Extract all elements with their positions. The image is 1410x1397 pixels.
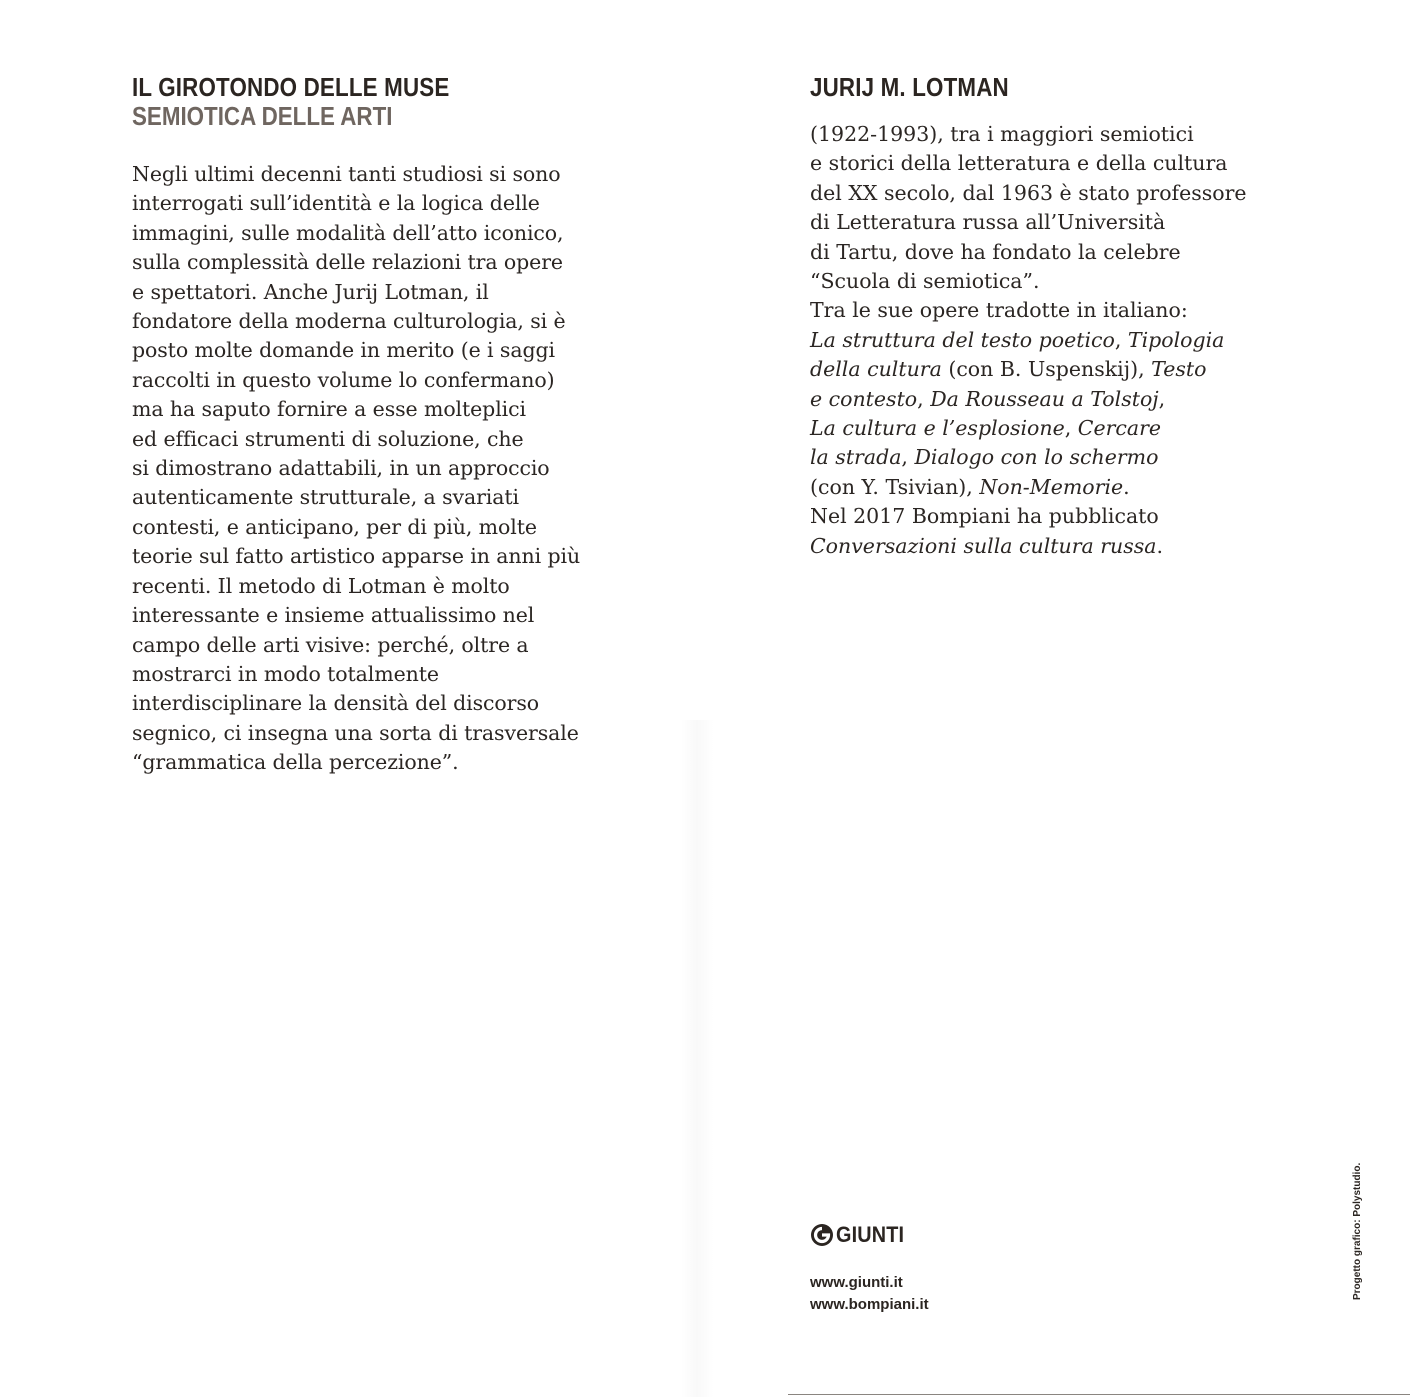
design-credit: Progetto grafico: Polystudio. [1352,1162,1363,1300]
work-title: Da Rousseau a Tolstoj [930,386,1159,411]
separator: . [1156,533,1164,558]
bio-line: Nel 2017 Bompiani ha pubblicato [810,504,1159,529]
bio-fragment: (con Y. Tsivian), [810,474,980,499]
bio-line: e storici della letteratura e della cultura [810,151,1228,176]
giunti-logo [810,1222,929,1248]
bio-line: (1922-1993), tra i maggiori semiotici [810,122,1194,146]
work-title: della cultura [810,357,942,382]
description-line: ma ha saputo fornire a esse molteplici [132,397,526,422]
description-line: interdisciplinare la densità del discorso [132,691,539,716]
separator: . [1123,474,1130,499]
publisher-block [810,1222,929,1316]
book-subtitle: SEMIOTICA DELLE ARTI [132,101,393,131]
description-line: Negli ultimi decenni tanti studiosi si sono [132,162,561,186]
bompiani-link[interactable]: www.bompiani.it [810,1296,929,1313]
fold-shadow [680,720,714,1397]
description-line: recenti. Il metodo di Lotman è molto [132,573,510,598]
description-line: mostrarci in modo totalmente [132,661,439,686]
description-line: si dimostrano adattabili, in un approccio [132,456,550,481]
description-line: interessante e insieme attualissimo nel [132,603,535,628]
bio-line [810,355,1290,384]
description-line: immagini, sulle modalità dell’atto iconico, [132,220,564,245]
work-title: Testo [1151,357,1207,382]
work-title: e contesto [810,386,918,411]
bio-line: del XX secolo, dal 1963 è stato professore [810,180,1247,205]
book-description [132,72,602,778]
bio-line: Tra le sue opere tradotte in italiano: [810,298,1188,323]
book-title: IL GIROTONDO DELLE MUSE [132,72,450,102]
bio-line [810,532,1290,561]
work-title: Tipologia [1127,327,1225,352]
bio-line: di Tartu, dove ha fondato la celebre [810,239,1181,264]
bottom-rule [788,1394,1410,1395]
work-title: Cercare [1077,416,1162,441]
separator: , [1064,416,1078,441]
bio-line [810,443,1290,472]
giunti-link[interactable]: www.giunti.it [810,1274,903,1291]
description-line: “grammatica della percezione”. [132,750,459,775]
work-title: La struttura del testo poetico [810,327,1115,352]
bio-line: “Scuola di semiotica”. [810,269,1040,294]
separator: , [1158,386,1166,411]
bio-fragment: (con B. Uspenskij), [941,357,1152,382]
bio-text [810,120,1290,561]
description-line: campo delle arti visive: perché, oltre a [132,632,529,657]
work-title: Non-Memorie [979,474,1124,499]
description-line: posto molte domande in merito (e i saggi [132,338,555,363]
publisher-links [810,1272,929,1316]
separator: , [901,445,915,470]
author-name: JURIJ M. LOTMAN [810,72,1009,102]
bio-line [810,385,1290,414]
separator: , [917,386,931,411]
description-line: ed efficaci strumenti di soluzione, che [132,426,524,451]
description-line: sulla complessità delle relazioni tra opere [132,250,563,275]
giunti-logo-icon [810,1223,834,1247]
description-line: fondatore della moderna culturologia, si è [132,309,566,334]
work-title: Dialogo con lo schermo [914,445,1159,470]
author-bio [810,72,1290,561]
description-line: e spettatori. Anche Jurij Lotman, il [132,279,489,304]
bio-line [810,326,1290,355]
bio-line: di Letteratura russa all’Università [810,210,1166,235]
description-line: teorie sul fatto artistico apparse in anni più [132,544,581,569]
description-line: raccolti in questo volume lo confermano) [132,367,555,392]
bio-line [810,414,1290,443]
bio-line [810,473,1290,502]
description-line: segnico, ci insegna una sorta di trasversale [132,720,579,745]
logo-text: GIUNTI [836,1222,905,1247]
work-title: Conversazioni sulla cultura russa [810,533,1157,558]
separator: , [1114,327,1128,352]
work-title: la strada [810,445,902,470]
work-title: La cultura e l’esplosione [810,416,1065,441]
description-line: contesti, e anticipano, per di più, molte [132,514,537,539]
description-text [132,160,602,778]
description-line: autenticamente strutturale, a svariati [132,485,519,510]
description-line: interrogati sull’identità e la logica delle [132,191,540,216]
